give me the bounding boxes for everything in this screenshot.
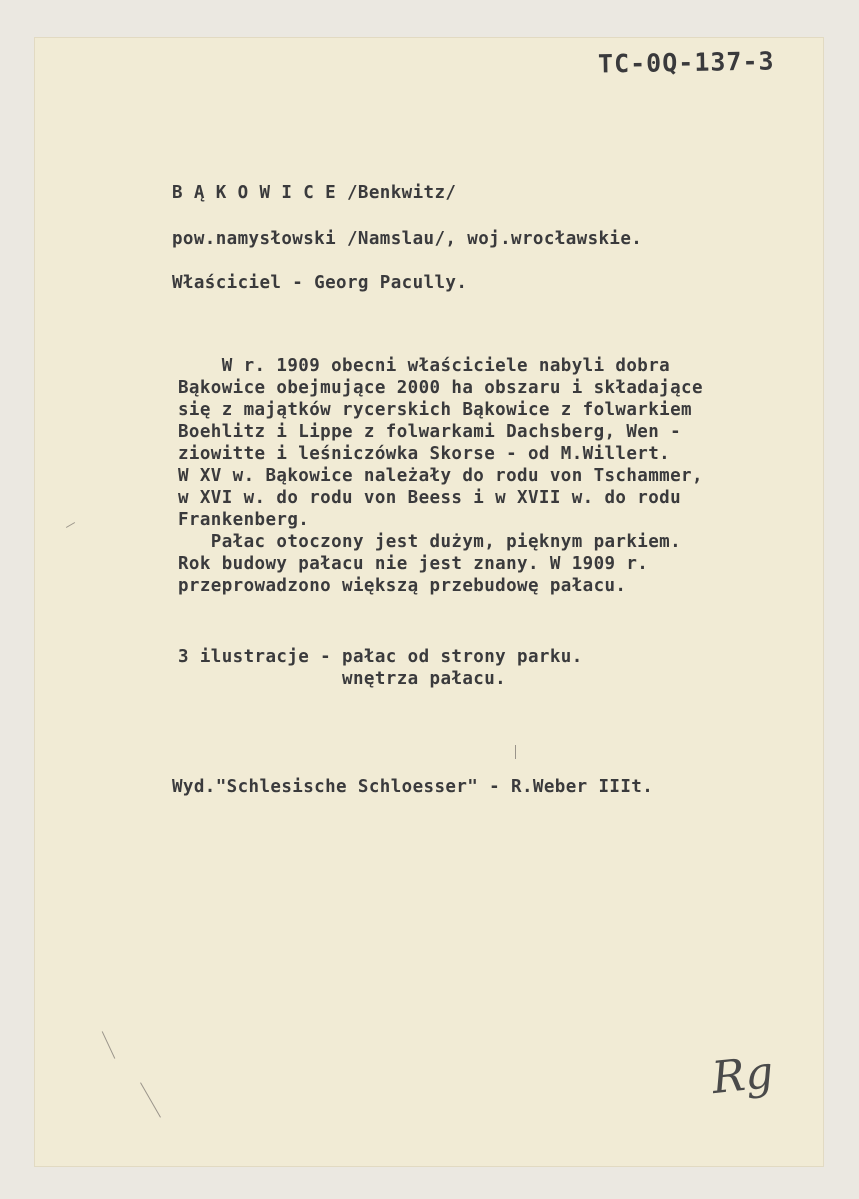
handwritten-initials: Rg: [709, 1046, 776, 1105]
paper-sheet: [34, 37, 824, 1167]
document-title: B Ą K O W I C E /Benkwitz/: [172, 183, 457, 203]
illustrations-note: 3 ilustracje - pałac od strony parku. wnętrza pałacu.: [178, 647, 583, 689]
owner-line: Właściciel - Georg Pacully.: [172, 273, 468, 293]
body-paragraph: W r. 1909 obecni właściciele nabyli dobra Bąkowice obejmujące 2000 ha obszaru i składające się z majątków rycerskich Bąkowice z folwarkiem Boehlitz i Lippe z folwarkami Dachsberg, Wen - ziowitte i leśniczówka Skorse - od M.Willert. W XV w. Bąkowice należały do rodu von Tschammer, w XVI w. do rodu von Beess i w XVII w. do rodu Frankenberg. Pałac otoczony jest dużym, pięknym parkiem. Rok budowy pałacu nie jest znany. W 1909 r. przeprowadzono większą przebudowę pałacu.: [178, 356, 703, 596]
margin-mark: [515, 745, 516, 759]
reference-code: TC-0Q-137-3: [597, 46, 775, 79]
source-line: Wyd."Schlesische Schloesser" - R.Weber IIIt.: [172, 777, 654, 797]
district-line: pow.namysłowski /Namslau/, woj.wrocławskie.: [172, 229, 643, 249]
